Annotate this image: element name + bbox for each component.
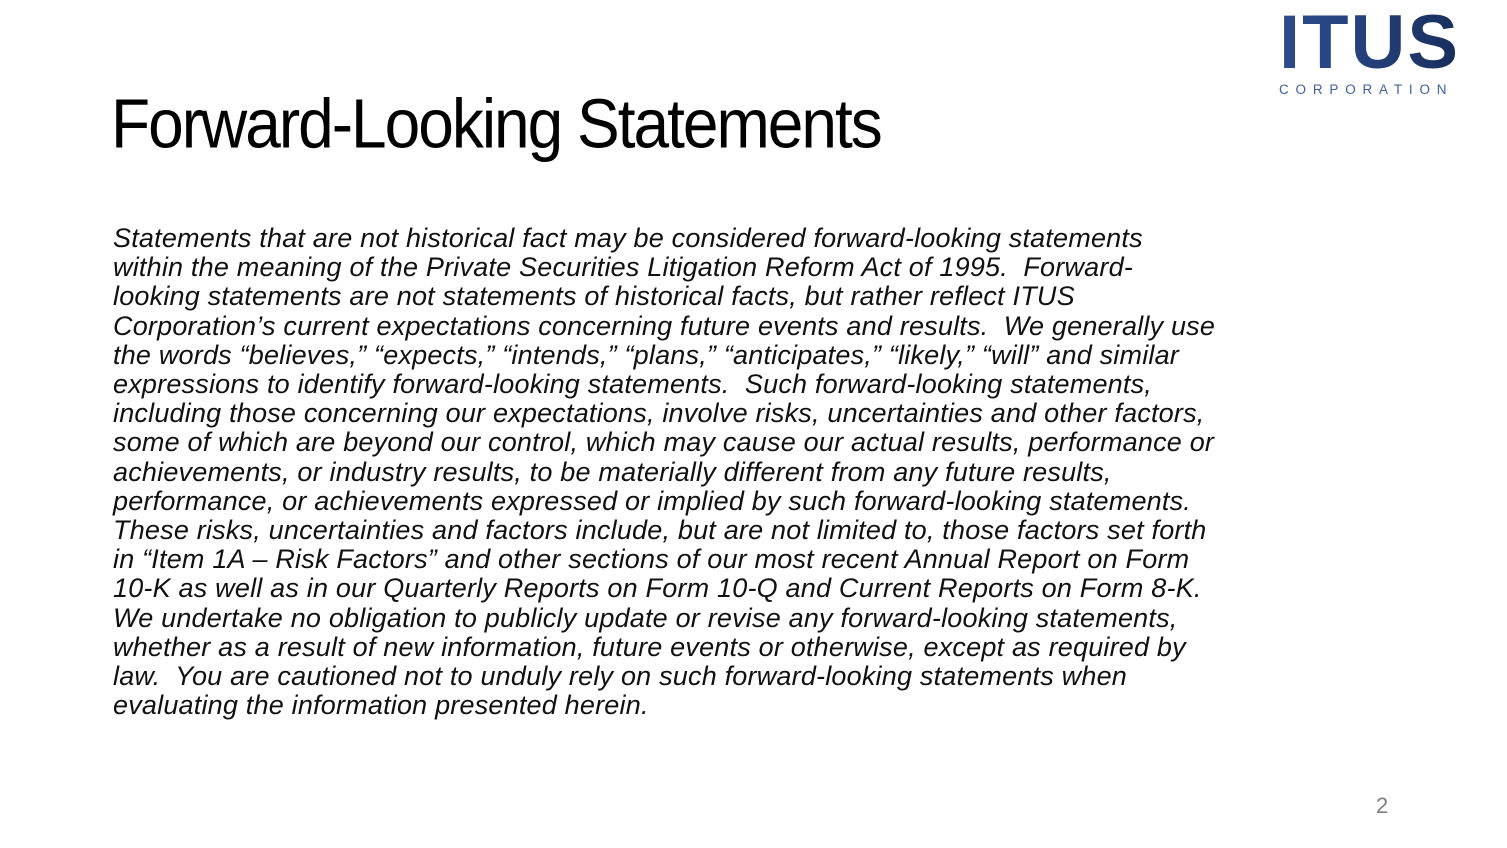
body-line: whether as a result of new information, future events or otherwise, except as required by xyxy=(113,631,1186,662)
itus-corporation-logo xyxy=(1279,0,1479,98)
body-line: 10-K as well as in our Quarterly Reports on Form 10-Q and Current Reports on Form 8-K. xyxy=(113,573,1202,604)
body-line: the words “believes,” “expects,” “intends,” “plans,” “anticipates,” “likely,” “will” and similar xyxy=(113,339,1180,370)
body-line: Corporation’s current expectations concerning future events and results. We generally use xyxy=(113,310,1216,341)
body-line: in “Item 1A – Risk Factors” and other sections of our most recent Annual Report on Form xyxy=(113,544,1190,575)
corporation-label: CORPORATION xyxy=(1279,82,1454,98)
body-line: performance, or achievements expressed or implied by such forward-looking statements. xyxy=(113,485,1191,516)
body-line: looking statements are not statements of historical facts, but rather reflect ITUS xyxy=(113,281,1075,312)
body-line: including those concerning our expectations, involve risks, uncertainties and other factors, xyxy=(113,398,1205,429)
page-number: 2 xyxy=(1376,793,1389,818)
body-line: These risks, uncertainties and factors include, but are not limited to, those factors set forth xyxy=(113,515,1207,546)
forward-looking-statements-paragraph xyxy=(113,224,1413,720)
body-line: We undertake no obligation to publicly update or revise any forward-looking statements, xyxy=(113,602,1178,633)
body-line: Statements that are not historical fact may be considered forward-looking statements xyxy=(113,223,1143,253)
body-line: law. You are cautioned not to unduly rely on such forward-looking statements when xyxy=(113,661,1128,692)
page-title: Forward-Looking Statements xyxy=(111,85,881,163)
body-line: expressions to identify forward-looking statements. Such forward-looking statements, xyxy=(113,369,1152,400)
itus-wordmark: ITUS xyxy=(1279,6,1479,80)
body-line: evaluating the information presented herein. xyxy=(113,690,649,721)
body-line: achievements, or industry results, to be materially different from any future results, xyxy=(113,456,1112,487)
body-line: some of which are beyond our control, which may cause our actual results, performance or xyxy=(113,427,1215,458)
body-line: within the meaning of the Private Securities Litigation Reform Act of 1995. Forward- xyxy=(113,252,1133,283)
